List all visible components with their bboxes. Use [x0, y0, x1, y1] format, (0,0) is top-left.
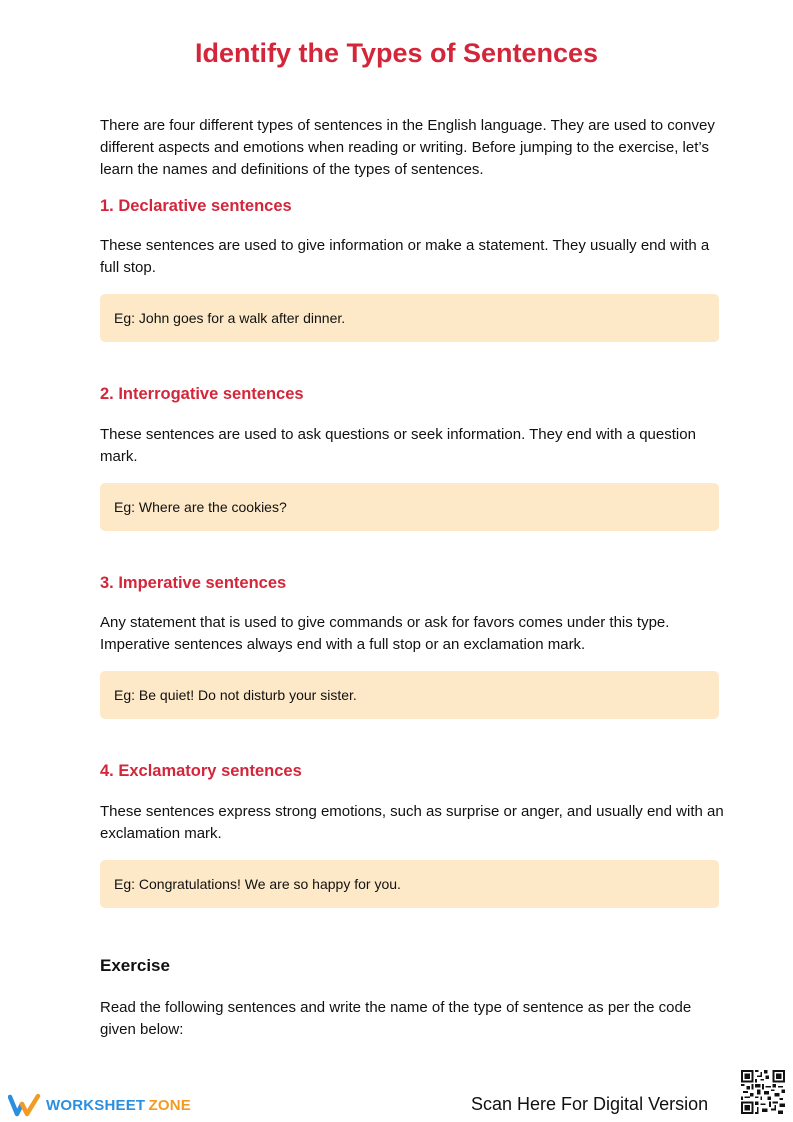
- logo-text: [46, 1097, 191, 1114]
- section-description-declarative: These sentences are used to give information or make a statement. They usually end with a full stop.: [100, 237, 710, 276]
- section-heading-declarative: 1. Declarative sentences: [100, 197, 292, 215]
- section-heading-exclamatory: 4. Exclamatory sentences: [100, 762, 302, 780]
- example-box-imperative: Eg: Be quiet! Do not disturb your sister.: [100, 671, 719, 719]
- exercise-heading: Exercise: [100, 956, 170, 975]
- exercise-instructions: Read the following sentences and write the name of the type of sentence as per the code given below:: [100, 999, 692, 1038]
- qr-code-icon[interactable]: [741, 1070, 785, 1114]
- scan-here-text: Scan Here For Digital Version: [471, 1094, 709, 1114]
- section-heading-interrogative: 2. Interrogative sentences: [100, 385, 304, 403]
- section-heading-imperative: 3. Imperative sentences: [100, 574, 287, 592]
- worksheetzone-logo[interactable]: [8, 1092, 191, 1118]
- section-description-exclamatory: These sentences express strong emotions, such as surprise or anger, and usually end with an exclamation mark.: [100, 803, 724, 842]
- page-title: Identify the Types of Sentences: [194, 38, 599, 68]
- section-description-interrogative: These sentences are used to ask questions or seek information. They end with a question mark.: [100, 426, 696, 465]
- logo-text-worksheet: WORKSHEET: [46, 1096, 146, 1114]
- worksheetzone-logo-icon: [8, 1092, 42, 1118]
- example-box-interrogative: Eg: Where are the cookies?: [100, 483, 719, 531]
- example-box-exclamatory: Eg: Congratulations! We are so happy for you.: [100, 860, 719, 908]
- logo-text-zone: ZONE: [148, 1096, 191, 1114]
- example-box-declarative: Eg: John goes for a walk after dinner.: [100, 294, 719, 342]
- section-description-imperative: Any statement that is used to give commands or ask for favors comes under this type. Imperative sentences always end with a full stop or an exclamation mark.: [100, 614, 670, 653]
- intro-paragraph: There are four different types of sentences in the English language. They are used to convey different aspects and emotions when reading or writing. Before jumping to the exercise, let’s learn the names and definitions of the types of sentences.: [100, 117, 715, 178]
